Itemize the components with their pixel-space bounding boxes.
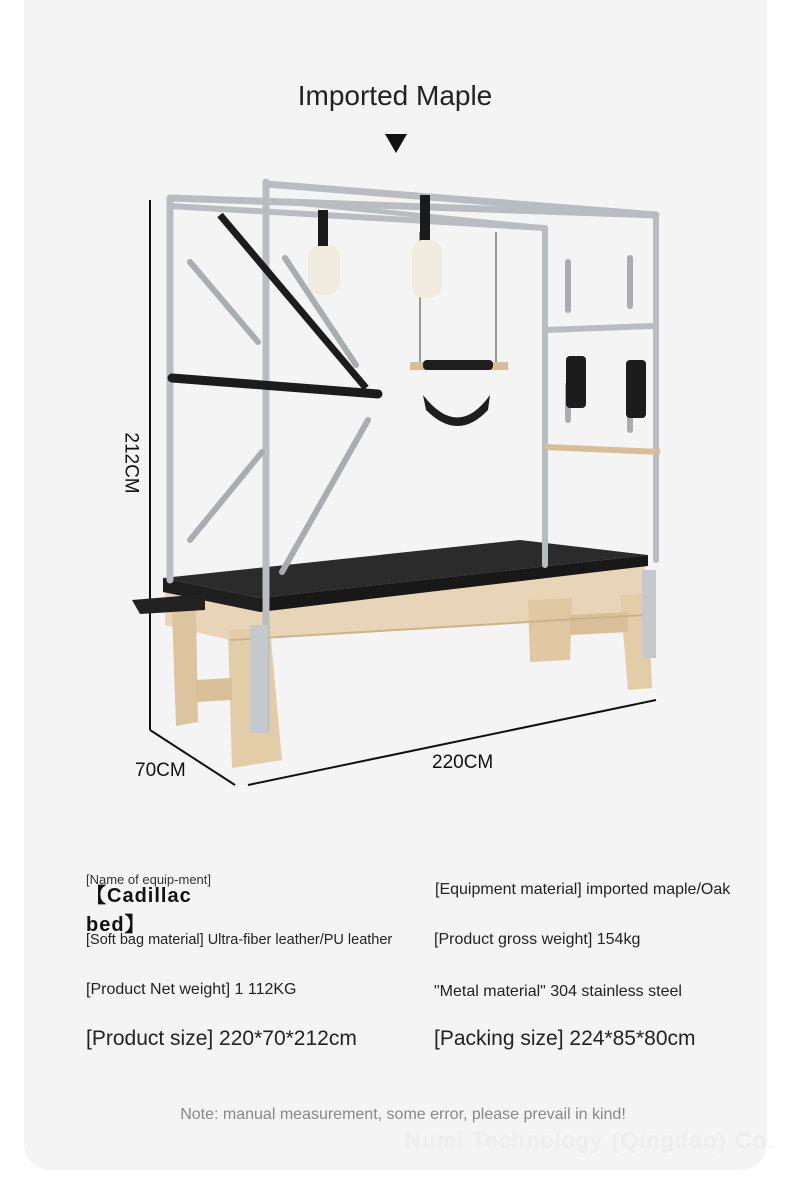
page-title: Imported Maple (297, 80, 493, 111)
equipment-material-spec: [Equipment material] imported maple/Oak (435, 881, 731, 898)
springs (190, 258, 630, 572)
hand-strap (566, 356, 586, 408)
measurement-note: Note: manual measurement, some error, please prevail in kind! (180, 1106, 626, 1123)
gross-weight-spec: [Product gross weight] 154kg (434, 931, 641, 948)
frame-bracket (250, 625, 268, 733)
fuzzy-strap (412, 240, 442, 298)
depth-dimension-label: 70CM (135, 760, 186, 781)
roll-down-bar (545, 447, 660, 452)
fuzzy-strap (308, 245, 340, 295)
product-size-spec: [Product size] 220*70*212cm (86, 1027, 357, 1050)
metal-material-spec: "Metal material" 304 stainless steel (434, 983, 682, 1000)
frame-bracket (642, 570, 656, 658)
product-name-label: [Name of equip-ment] (86, 872, 212, 887)
packing-size-spec: [Packing size] 224*85*80cm (434, 1027, 696, 1050)
soft-bag-material-spec: [Soft bag material] Ultra-fiber leather/PU leather (86, 932, 393, 948)
push-through-bar (172, 215, 378, 394)
height-dimension-label: 212CM (120, 432, 142, 494)
hand-strap (626, 360, 646, 418)
length-dimension-label: 220CM (432, 752, 494, 773)
net-weight-spec: [Product Net weight] 1 112KG (86, 981, 297, 998)
product-name (86, 872, 236, 936)
company-watermark: Numi Technology (Qingdao) Co. (405, 1128, 776, 1153)
product-name-overlay: 【Cadillac bed】 (86, 885, 192, 936)
